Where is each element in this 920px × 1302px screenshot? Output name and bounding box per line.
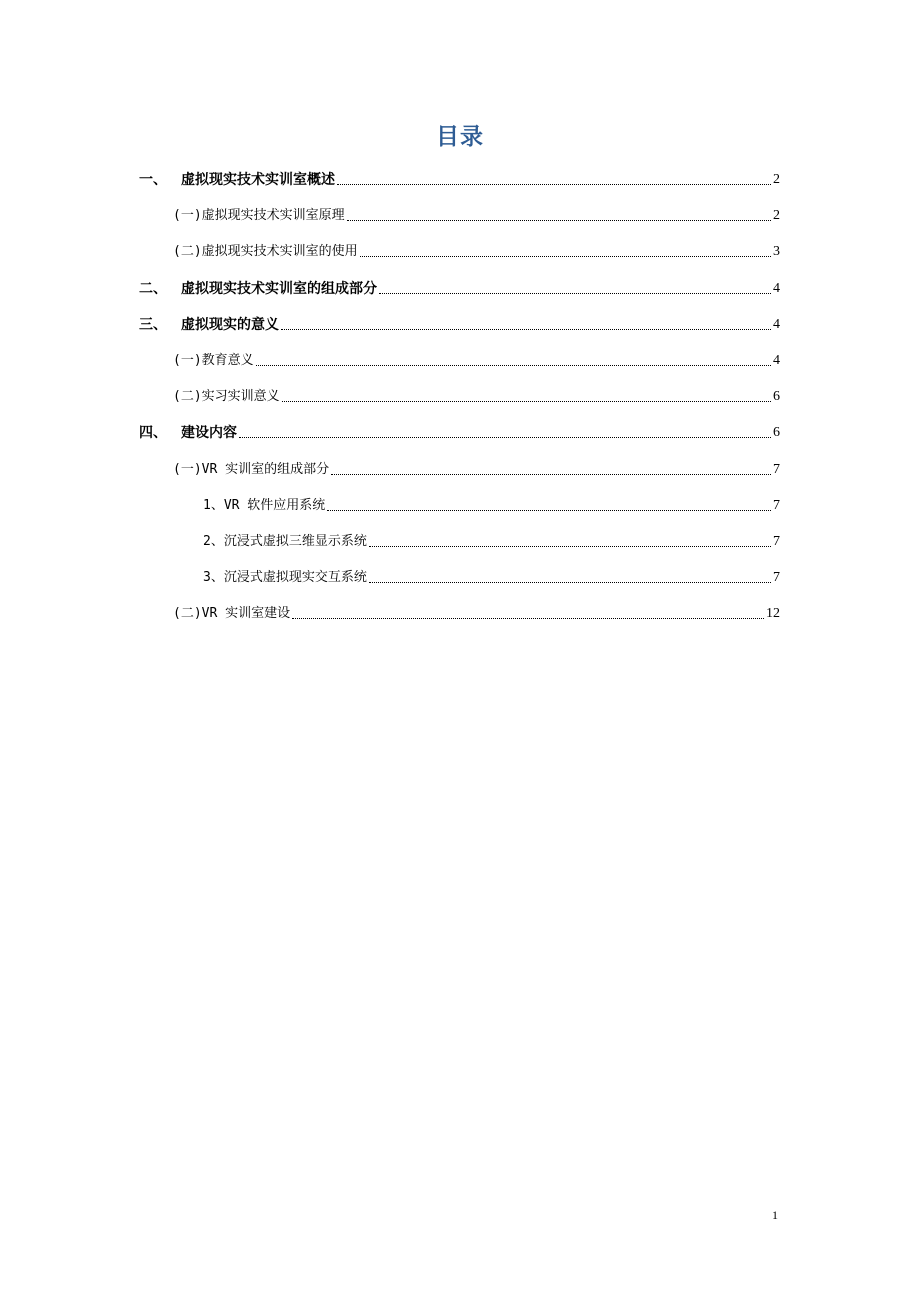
toc-entry[interactable] xyxy=(203,493,780,515)
toc-entry-text: (二)实习实训意义 xyxy=(173,389,280,405)
toc-entry-number: 四、 xyxy=(139,425,167,442)
toc-entry[interactable] xyxy=(203,565,780,587)
toc-entry-page: 7 xyxy=(773,461,780,477)
toc-dot-leader xyxy=(379,293,771,294)
toc-entry-number: 二、 xyxy=(139,280,167,297)
toc-dot-leader xyxy=(369,546,771,547)
toc-entry-text: 虚拟现实技术实训室的组成部分 xyxy=(181,280,377,297)
toc-entry-page: 7 xyxy=(773,534,780,549)
toc-entry-page: 12 xyxy=(766,606,780,622)
toc-entry[interactable] xyxy=(173,203,780,225)
toc-entry-text: (一)VR 实训室的组成部分 xyxy=(173,461,330,477)
toc-dot-leader xyxy=(347,220,771,221)
page-number: 1 xyxy=(772,1208,778,1222)
toc-entry[interactable] xyxy=(139,420,780,442)
toc-dot-leader xyxy=(281,329,771,330)
toc-entry-text: (一)教育意义 xyxy=(173,353,254,368)
toc-entry-text: 建设内容 xyxy=(181,425,237,442)
toc-entry-page: 4 xyxy=(773,353,780,368)
toc-entry-number: 一、 xyxy=(139,172,167,188)
toc-entry-text: 虚拟现实的意义 xyxy=(181,316,279,333)
toc-entry-text: 1、VR 软件应用系统 xyxy=(203,497,326,513)
toc-entry-page: 6 xyxy=(773,389,780,405)
toc-entry-page: 2 xyxy=(773,172,780,187)
toc-dot-leader xyxy=(282,401,771,402)
toc-dot-leader xyxy=(331,474,771,475)
toc-entry[interactable] xyxy=(173,239,780,261)
toc-entry-text: (一)虚拟现实技术实训室原理 xyxy=(173,208,345,224)
toc-entry[interactable] xyxy=(203,529,780,551)
toc-dot-leader xyxy=(337,184,771,185)
toc-entry-page: 7 xyxy=(773,570,780,586)
toc-entry-text: (二)虚拟现实技术实训室的使用 xyxy=(173,244,358,260)
toc-entry-text: 3、沉浸式虚拟现实交互系统 xyxy=(203,570,367,586)
toc-dot-leader xyxy=(327,510,771,511)
toc-entry[interactable] xyxy=(173,348,780,370)
toc-entry[interactable] xyxy=(139,276,780,298)
toc-entry[interactable] xyxy=(173,601,780,623)
toc-entry-number: 三、 xyxy=(139,316,167,333)
toc-entry-page: 6 xyxy=(773,425,780,441)
toc-dot-leader xyxy=(256,365,771,366)
toc-entry-page: 7 xyxy=(773,497,780,513)
toc-entry[interactable] xyxy=(173,457,780,479)
toc-entry-text: 2、沉浸式虚拟三维显示系统 xyxy=(203,534,367,549)
toc-entry[interactable] xyxy=(139,167,780,189)
toc-entry[interactable] xyxy=(139,312,780,334)
toc-dot-leader xyxy=(292,618,764,619)
toc-entry-page: 4 xyxy=(773,280,780,296)
toc-entry[interactable] xyxy=(173,384,780,406)
toc-entry-text: (二)VR 实训室建设 xyxy=(173,606,291,622)
toc-entry-page: 4 xyxy=(773,316,780,332)
toc-dot-leader xyxy=(369,582,771,583)
toc-dot-leader xyxy=(239,437,771,438)
toc-entry-page: 3 xyxy=(773,244,780,260)
toc-entry-text: 虚拟现实技术实训室概述 xyxy=(181,172,335,188)
toc-entry-page: 2 xyxy=(773,208,780,224)
toc-dot-leader xyxy=(360,256,771,257)
page-title: 目录 xyxy=(436,124,484,150)
